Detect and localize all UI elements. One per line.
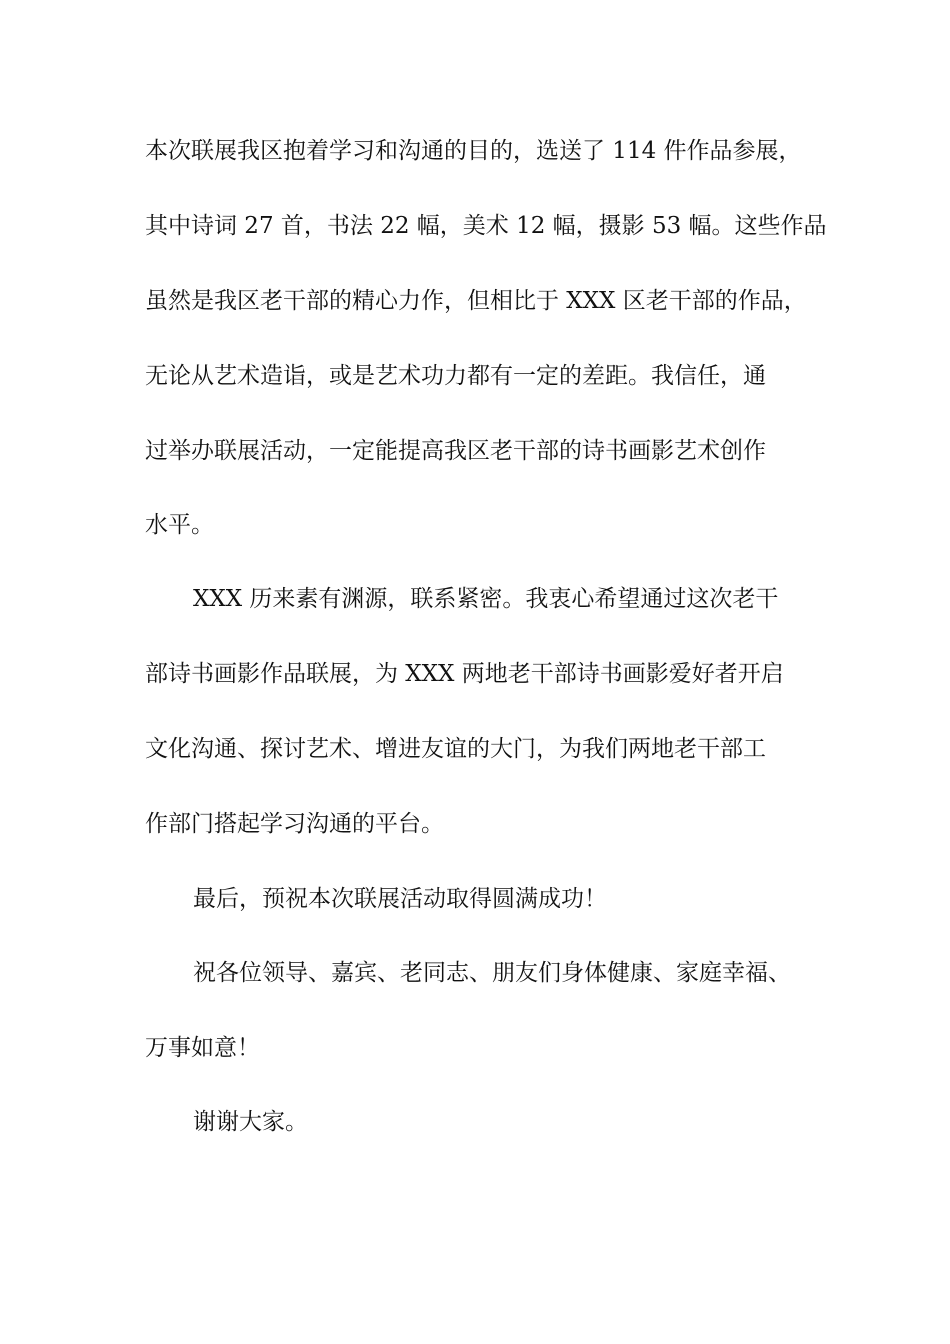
paragraph-line: 本次联展我区抱着学习和沟通的目的，选送了 114 件作品参展， bbox=[145, 138, 802, 164]
paragraph-line: 文化沟通、探讨艺术、增进友谊的大门，为我们两地老干部工 bbox=[145, 736, 766, 762]
paragraph-line: 过举办联展活动，一定能提高我区老干部的诗书画影艺术创作 bbox=[145, 438, 766, 464]
paragraph-line: 无论从艺术造诣，或是艺术功力都有一定的差距。我信任，通 bbox=[145, 363, 766, 389]
paragraph-line: 其中诗词 27 首，书法 22 幅，美术 12 幅，摄影 53 幅。这些作品 bbox=[145, 213, 827, 239]
paragraph-line: 最后，预祝本次联展活动取得圆满成功！ bbox=[193, 886, 607, 912]
paragraph-line: 祝各位领导、嘉宾、老同志、朋友们身体健康、家庭幸福、 bbox=[193, 960, 791, 986]
paragraph-line: 虽然是我区老干部的精心力作，但相比于 XXX 区老干部的作品， bbox=[145, 288, 807, 314]
paragraph-line: 谢谢大家。 bbox=[193, 1109, 308, 1135]
paragraph-line: 水平。 bbox=[145, 512, 214, 538]
paragraph-line: 部诗书画影作品联展，为 XXX 两地老干部诗书画影爱好者开启 bbox=[145, 661, 784, 687]
paragraph-line: XXX 历来素有渊源，联系紧密。我衷心希望通过这次老干 bbox=[193, 586, 779, 612]
paragraph-line: 作部门搭起学习沟通的平台。 bbox=[145, 811, 444, 837]
paragraph-line: 万事如意！ bbox=[145, 1035, 260, 1061]
